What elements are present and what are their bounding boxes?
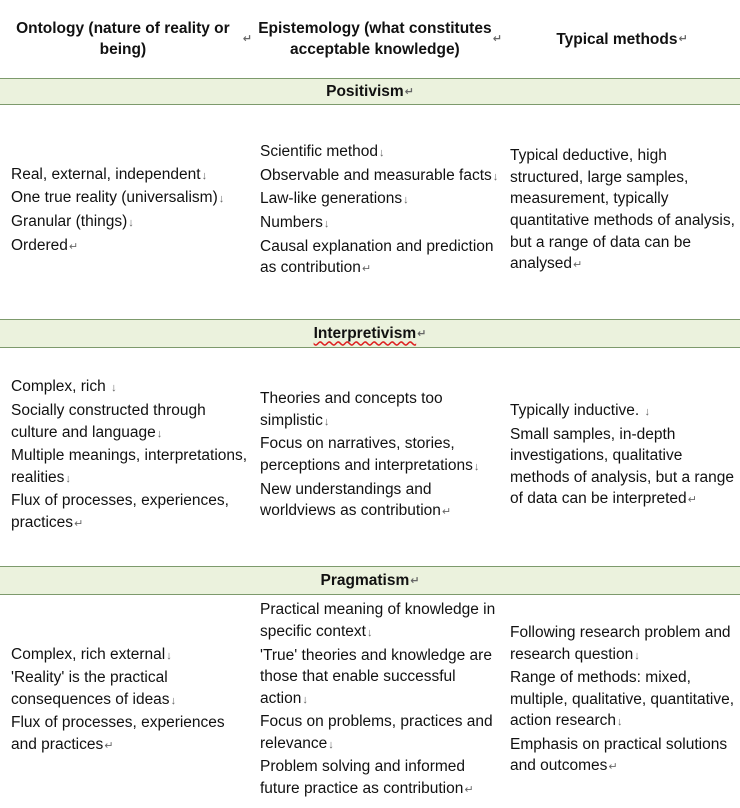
interpretivism-methods-cell [510, 346, 736, 566]
list-item: Complex, rich ↓ [11, 378, 117, 396]
list-item: Granular (things)↓ [11, 213, 134, 230]
interpretivism-ontology-cell [11, 346, 253, 566]
interpretivism-epistemology-cell [260, 346, 500, 566]
list-item: 'Reality' is the practical consequences of ideas↓ [11, 669, 177, 708]
list-item: Flux of processes, experiences and practices↵ [11, 714, 225, 753]
list-item: Law-like generations↓ [260, 190, 409, 208]
positivism-epistemology-cell [260, 103, 500, 319]
list-item: Range of methods: mixed, multiple, qualitative, quantitative, action research↓ [510, 669, 735, 730]
list-item: Practical meaning of knowledge in specific context↓ [260, 601, 496, 640]
list-item: Flux of processes, experiences, practices↵ [11, 492, 229, 531]
list-item: Socially constructed through culture and language↓ [11, 402, 206, 441]
list-item: Theories and concepts too simplistic↓ [260, 390, 443, 429]
table-header-row [0, 0, 740, 79]
header-ontology: Ontology (nature of reality or being) ↵ [16, 20, 252, 58]
list-item: 'True' theories and knowledge are those that enable successful action↓ [260, 646, 492, 707]
list-item: Typical deductive, high structured, large samples, measurement, typically quantitative methods of analysis, but a range of data can be analysed↵ [510, 147, 735, 273]
list-item: Focus on narratives, stories, perceptions and interpretations↓ [260, 435, 480, 474]
section-title-pragmatism: Pragmatism ↵ [0, 566, 740, 595]
positivism-ontology-cell [11, 103, 253, 319]
list-item: Multiple meanings, interpretations, realities↓ [11, 447, 248, 486]
list-item: Numbers↓ [260, 214, 330, 231]
list-item: Problem solving and informed future practice as contribution↵ [260, 758, 474, 798]
pragmatism-epistemology-cell [260, 593, 500, 808]
list-item: Observable and measurable facts↓ [260, 166, 499, 184]
list-item: Ordered↵ [11, 236, 79, 254]
list-item: New understandings and worldviews as contribution↵ [260, 480, 452, 520]
header-epistemology: Epistemology (what constitutes acceptable knowledge) ↵ [258, 20, 502, 58]
list-item: Emphasis on practical solutions and outcomes↵ [510, 735, 728, 775]
section-title-interpretivism: Interpretivism ↵ [0, 319, 740, 348]
list-item: One true reality (universalism)↓ [11, 189, 225, 207]
pragmatism-ontology-cell [11, 593, 253, 808]
section-title-positivism: Positivism ↵ [0, 78, 740, 105]
list-item: Typically inductive. ↓ [510, 402, 651, 420]
list-item: Complex, rich external↓ [11, 645, 172, 663]
list-item: Small samples, in-depth investigations, qualitative methods of analysis, but a range of data can be interpreted↵ [510, 425, 735, 508]
list-item: Focus on problems, practices and relevance↓ [260, 713, 493, 752]
list-item: Real, external, independent↓ [11, 165, 208, 183]
header-methods: Typical methods ↵ [556, 30, 688, 48]
list-item: Scientific method↓ [260, 143, 385, 161]
list-item: Following research problem and research question↓ [510, 623, 731, 663]
pragmatism-methods-cell [510, 593, 736, 808]
positivism-methods-cell [510, 103, 736, 319]
list-item: Causal explanation and prediction as contribution↵ [260, 237, 494, 277]
